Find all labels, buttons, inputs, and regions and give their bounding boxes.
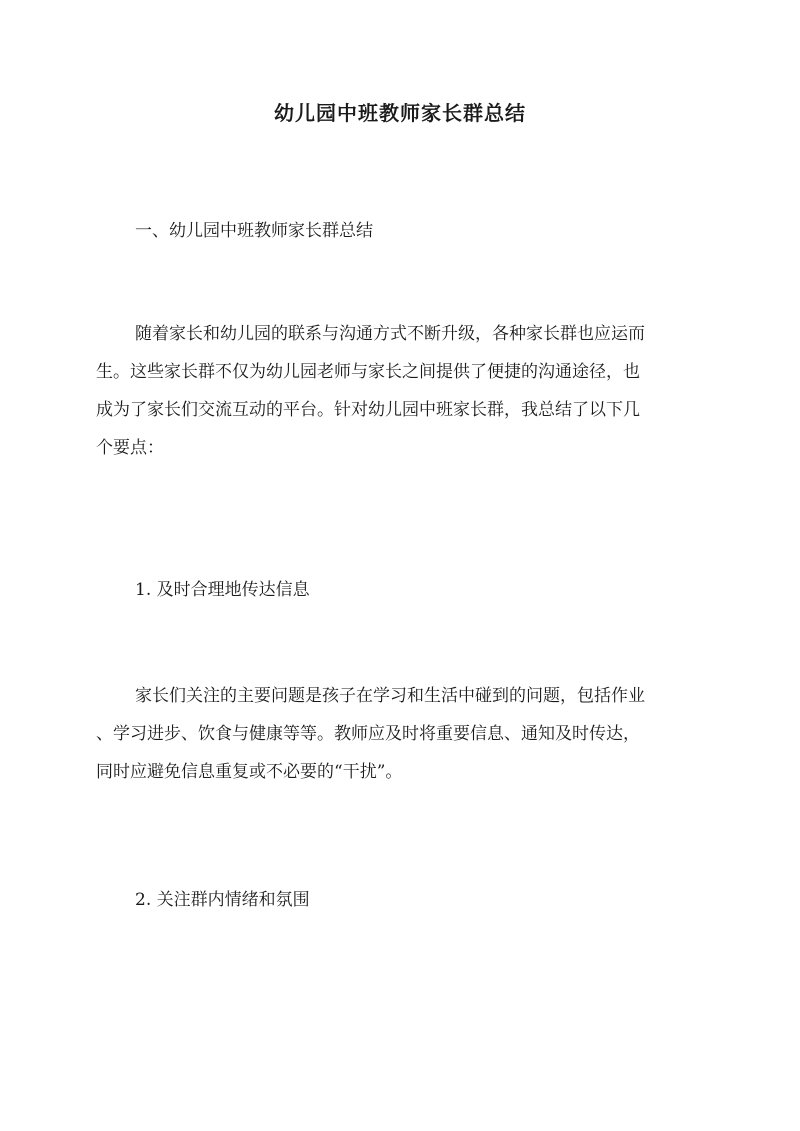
paragraph-line: 同时应避免信息重复或不必要的“干扰”。 [96,762,403,782]
paragraph-line: 生。这些家长群不仅为幼儿园老师与家长之间提供了便捷的沟通途径，也 [96,362,640,382]
point2-heading: 2. 关注群内情绪和氛围 [135,890,310,910]
point1-heading: 1. 及时合理地传达信息 [135,580,310,600]
section-heading: 一、幼儿园中班教师家长群总结 [135,221,373,241]
paragraph-line: 家长们关注的主要问题是孩子在学习和生活中碰到的问题，包括作业 [135,686,645,706]
paragraph-line: 成为了家长们交流互动的平台。针对幼儿园中班家长群，我总结了以下几 [96,400,640,420]
point1-paragraph [96,677,700,791]
intro-paragraph [96,315,700,467]
paragraph-line: 、学习进步、饮食与健康等等。教师应及时将重要信息、通知及时传达， [96,724,640,744]
document-title: 幼儿园中班教师家长群总结 [274,101,526,125]
paragraph-line: 随着家长和幼儿园的联系与沟通方式不断升级，各种家长群也应运而 [135,324,645,344]
paragraph-line: 个要点： [96,438,164,458]
